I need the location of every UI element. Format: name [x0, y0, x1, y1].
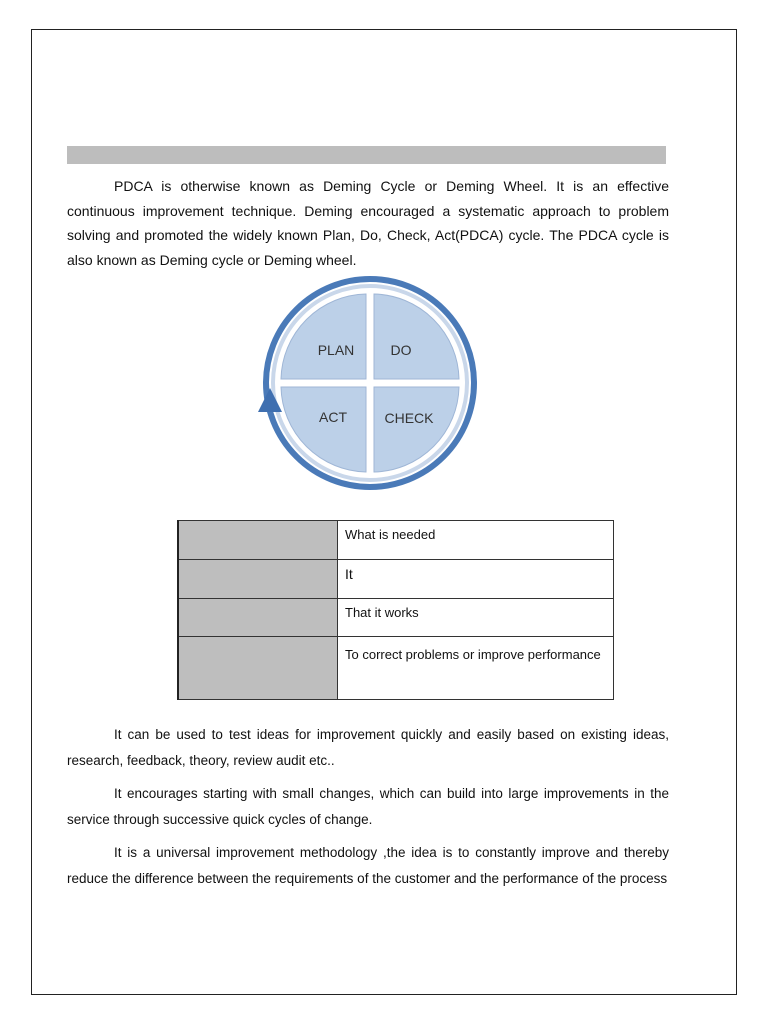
row-text-cell: What is needed [338, 521, 614, 560]
pdca-table [177, 520, 614, 700]
pdca-cycle-diagram [250, 276, 490, 490]
section-heading-bar [67, 146, 666, 164]
table-row [178, 521, 614, 560]
row-text-cell: It [338, 560, 614, 599]
cycle-outer-ring [266, 279, 474, 487]
paragraph-text: It is a universal improvement methodology ,the idea is to constantly improve and thereby reduce the difference between the requirements of the customer and the performance of the process [67, 845, 669, 886]
intro-text: PDCA is otherwise known as Deming Cycle or Deming Wheel. It is an effective continuous improvement technique. Deming encouraged a systematic approach to problem solving and promoted the widely known Plan, Do, Check, Act(PDCA) cycle. The PDCA cycle is also known as Deming cycle or Deming wheel. [67, 178, 669, 268]
label-act: ACT [319, 409, 347, 425]
pdca-cycle-svg [250, 276, 490, 490]
quadrant-plan [281, 294, 366, 379]
label-check: CHECK [384, 410, 434, 426]
row-label-cell [178, 637, 338, 700]
row-text-cell: To correct problems or improve performance [338, 637, 614, 700]
quadrant-check [374, 387, 459, 472]
paragraph-text: It can be used to test ideas for improvement quickly and easily based on existing ideas, research, feedback, theory, review audit etc.. [67, 727, 669, 768]
intro-paragraph [67, 174, 669, 272]
table-row [178, 560, 614, 599]
table-row [178, 637, 614, 700]
row-label-cell [178, 599, 338, 637]
quadrant-do [374, 294, 459, 379]
body-paragraph [67, 722, 669, 774]
label-do: DO [390, 342, 412, 358]
row-text-cell: That it works [338, 599, 614, 637]
cycle-inner-ring [273, 286, 467, 480]
body-paragraph [67, 781, 669, 833]
table-row [178, 599, 614, 637]
quadrant-act [281, 387, 366, 472]
label-plan: PLAN [317, 342, 355, 358]
row-label-cell [178, 521, 338, 560]
cycle-arrow-head [258, 388, 282, 412]
row-label-cell [178, 560, 338, 599]
body-paragraph [67, 840, 669, 892]
paragraph-text: It encourages starting with small changes, which can build into large improvements in the service through successive quick cycles of change. [67, 786, 669, 827]
